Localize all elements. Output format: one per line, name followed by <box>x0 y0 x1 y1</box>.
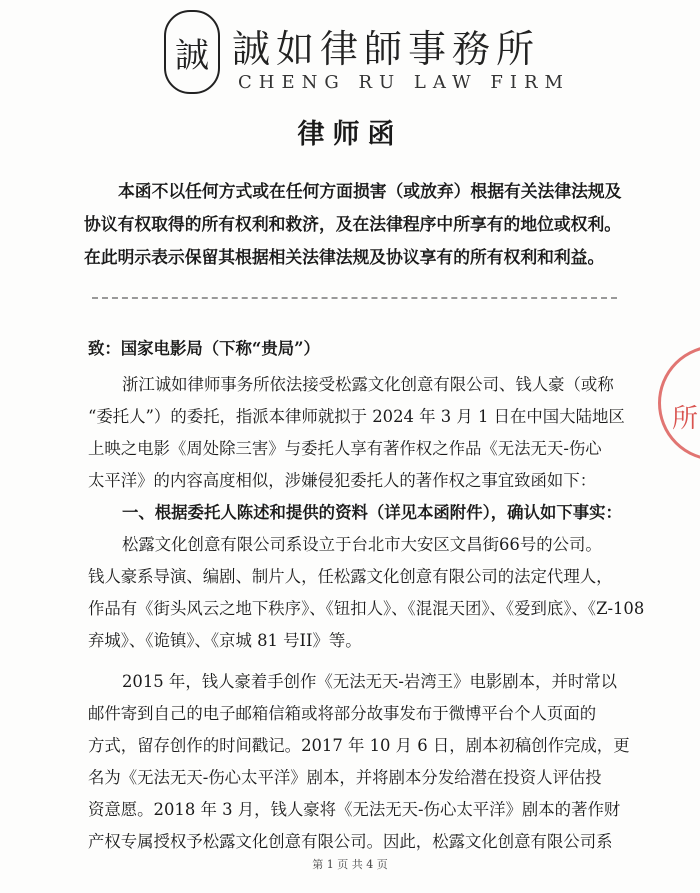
page-number: 第 1 页 共 4 页 <box>312 858 388 871</box>
preamble-line: 协议有权取得的所有权利和救济，及在法律程序中所享有的地位或权利。 <box>84 214 622 234</box>
logo-char: 誠 <box>175 35 209 76</box>
body-line: “委托人”）的委托，指派本律师就拟于 2024 年 3 月 1 日在中国大陆地区 <box>88 407 625 426</box>
section-heading: 一、根据委托人陈述和提供的资料（详见本函附件），确认如下事实： <box>122 503 622 522</box>
preamble-line: 在此明示表示保留其根据相关法律法规及协议享有的所有权利和利益。 <box>84 247 605 267</box>
body-line: 松露文化创意有限公司系设立于台北市大安区文昌街66号的公司。 <box>122 535 602 554</box>
body-line: 弃城》、《诡镇》、《京城 81 号II》等。 <box>88 631 362 650</box>
addressee: 致：国家电影局（下称“贵局”） <box>88 339 320 358</box>
body-line: 2015 年，钱人豪着手创作《无法无天-岩湾王》电影剧本，并时常以 <box>122 672 618 691</box>
dashed-divider <box>92 297 617 299</box>
body-line: 方式，留存创作的时间戳记。2017 年 10 月 6 日，剧本初稿创作完成，更 <box>88 736 630 755</box>
document-title: 律师函 <box>297 119 403 150</box>
firm-name-en: CHENG RU LAW FIRM <box>238 72 570 93</box>
firm-logo <box>164 10 220 94</box>
body-line: 邮件寄到自己的电子邮箱信箱或将部分故事发布于微博平台个人页面的 <box>88 704 597 723</box>
body-line: 钱人豪系导演、编剧、制片人，任松露文化创意有限公司的法定代理人， <box>88 567 613 586</box>
preamble-line: 本函不以任何方式或在任何方面损害（或放弃）根据有关法律法规及 <box>118 181 622 201</box>
body-line: 太平洋》的内容高度相似，涉嫌侵犯委托人的著作权之事宜致函如下： <box>88 471 597 490</box>
firm-name: 誠如律師事務所 <box>232 27 541 71</box>
letter-body <box>88 333 645 858</box>
stamp-char: 所 <box>672 404 699 434</box>
body-line: 名为《无法无天-伤心太平洋》剧本，并将剧本分发给潜在投资人评估投 <box>88 768 602 787</box>
preamble <box>84 175 624 274</box>
body-line: 产权专属授权予松露文化创意有限公司。因此，松露文化创意有限公司系 <box>88 832 613 851</box>
body-line: 作品有《街头风云之地下秩序》、《钮扣人》、《混混天团》、《爱到底》、《Z-108 <box>88 599 645 618</box>
body-line: 上映之电影《周处除三害》与委托人享有著作权之作品《无法无天-伤心 <box>88 439 602 458</box>
body-line: 资意愿。2018 年 3 月，钱人豪将《无法无天-伤心太平洋》剧本的著作财 <box>88 800 621 819</box>
body-line: 浙江诚如律师事务所依法接受松露文化创意有限公司、钱人豪（或称 <box>122 375 614 394</box>
